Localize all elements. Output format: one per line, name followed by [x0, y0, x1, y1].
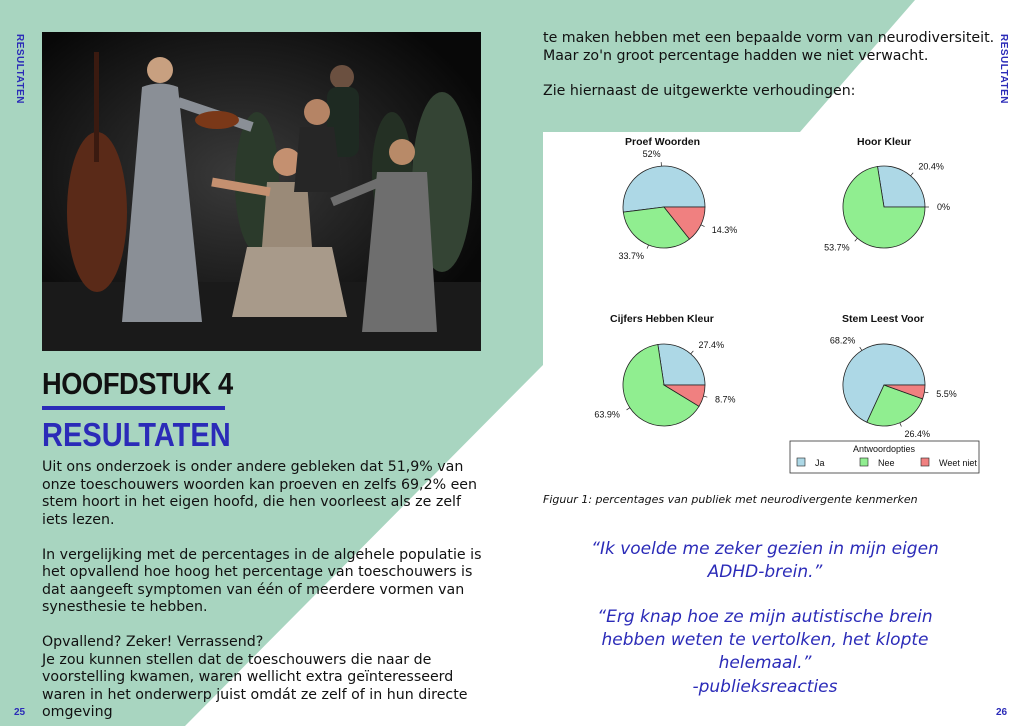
paragraph-findings: Uit ons onderzoek is onder andere gebleken dat 51,9% van onze toeschouwers woorden kan proeven en zelfs 69,2% een stem hoort in het eigen hoofd, die hen voorleest als ze zelf iets lezen. — [42, 459, 478, 528]
legend-label-ja: Ja — [815, 458, 825, 468]
pie-value-label: 53.7% — [824, 242, 850, 253]
pie-slice-ja — [658, 344, 705, 385]
legend-label-nee: Nee — [878, 458, 895, 468]
pie-label-tick — [900, 423, 902, 427]
pie-cijfers-hebben-kleur — [594, 340, 735, 426]
chart-legend — [790, 441, 979, 473]
legend-label-weet-niet: Weet niet — [939, 458, 977, 468]
chapter-title: HOOFDSTUK 4 — [42, 366, 233, 401]
pie-value-label: 14.3% — [711, 225, 738, 236]
pie-value-label: 20.4% — [918, 161, 944, 172]
legend-title: Antwoordopties — [852, 444, 916, 454]
pie-value-label: 27.4% — [698, 339, 725, 350]
page-number-right: 26 — [996, 707, 1008, 718]
page-number-left: 25 — [14, 707, 26, 718]
section-title: RESULTATEN — [42, 416, 231, 453]
intro-line-2: Maar zo'n groot percentage hadden we niet verwacht. — [543, 47, 929, 64]
chart-title-cijfers-hebben-kleur: Cijfers Hebben Kleur — [610, 313, 714, 325]
legend-swatch-ja — [797, 458, 805, 466]
quote-adhd: “Ik voelde me zeker gezien in mijn eigen ADHD-brein.” — [591, 539, 939, 582]
pie-value-label: 5.5% — [936, 389, 957, 400]
legend-swatch-weet-niet — [921, 458, 929, 466]
pie-value-label: 8.7% — [715, 394, 736, 405]
intro-line-1: te maken hebben met een bepaalde vorm van neurodiversiteit. — [543, 30, 995, 46]
pie-label-tick — [703, 396, 707, 397]
pie-label-tick — [924, 392, 928, 393]
pie-hoor-kleur — [824, 162, 950, 253]
pie-value-label: 63.9% — [594, 409, 620, 420]
paragraph-question: Opvallend? Zeker! Verrassend? — [42, 634, 264, 650]
chart-title-stem-leest-voor: Stem Leest Voor — [842, 313, 925, 325]
pie-slice-ja — [623, 166, 705, 212]
quote-attribution: -publieksreacties — [692, 677, 838, 697]
figure-caption: Figuur 1: percentages van publiek met neurodivergente kenmerken — [543, 493, 918, 506]
pie-label-tick — [701, 225, 705, 227]
side-tab-left: RESULTATEN — [14, 34, 25, 104]
pie-value-label: 0% — [937, 202, 951, 212]
pie-label-tick — [627, 408, 630, 410]
legend-swatch-nee — [860, 458, 868, 466]
side-tab-right: RESULTATEN — [998, 34, 1009, 104]
pie-value-label: 68.2% — [829, 335, 856, 346]
pie-proef-woorden — [618, 149, 737, 261]
pie-slice-ja — [878, 166, 925, 207]
chart-title-proef-woorden: Proef Woorden — [625, 136, 701, 148]
pie-value-label: 52% — [642, 149, 661, 160]
pie-value-label: 26.4% — [904, 428, 931, 439]
pie-label-tick — [911, 173, 914, 176]
paragraph-comparison: In vergelijking met de percentages in de algehele populatie is het opvallend hoe hoog het percentage van toeschouwers is dat aangeeft symptomen van één of meerdere vormen van synesthesie te hebben. — [42, 546, 482, 615]
pie-label-tick — [647, 245, 649, 249]
chart-title-hoor-kleur: Hoor Kleur — [857, 136, 912, 148]
pie-label-tick — [860, 347, 862, 350]
intro-line-3: Zie hiernaast de uitgewerkte verhoudingen: — [543, 82, 856, 99]
pie-label-tick — [691, 351, 694, 354]
pie-label-tick — [855, 238, 858, 241]
pie-value-label: 33.7% — [618, 251, 645, 262]
pie-stem-leest-voor — [830, 335, 957, 439]
paragraph-explanation: Je zou kunnen stellen dat de toeschouwers die naar de voorstelling kwamen, waren wellicht extra geïnteresseerd waren in het onderwerp juist omdát ze zelf of in hun directe omgeving — [42, 651, 468, 720]
quote-autistisch: “Erg knap hoe ze mijn autistische brein hebben weten te vertolken, het klopte helemaal.” — [597, 607, 933, 673]
